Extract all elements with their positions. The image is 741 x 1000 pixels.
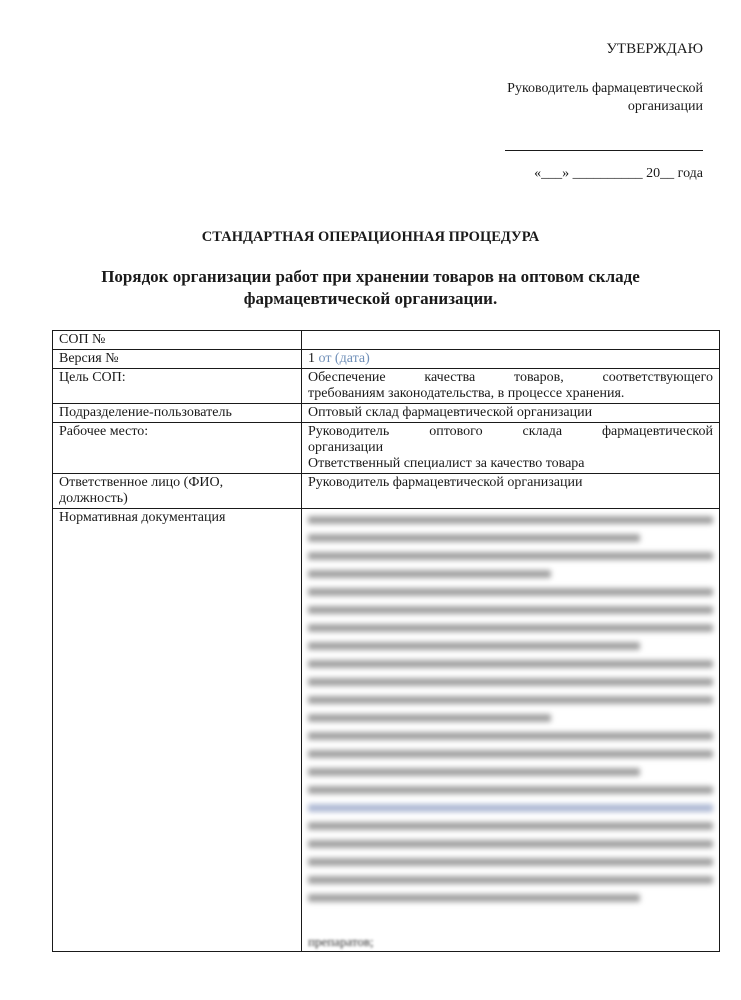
workplace-line3: Ответственный специалист за качество товара xyxy=(308,456,585,471)
workplace-label: Рабочее место: xyxy=(53,423,302,474)
workplace-cell xyxy=(302,423,720,474)
approval-heading: УТВЕРЖДАЮ xyxy=(606,41,703,57)
workplace-line2: организации xyxy=(308,440,384,455)
goal-label: Цель СОП: xyxy=(53,369,302,404)
document-subtitle: Порядок организации работ при хранении товаров на оптовом складе фармацевтической организации. xyxy=(101,267,640,308)
goal-line1: Обеспечение качества товаров, соответствующего xyxy=(308,370,713,385)
table-row xyxy=(53,474,720,509)
document-title: СТАНДАРТНАЯ ОПЕРАЦИОННАЯ ПРОЦЕДУРА xyxy=(201,229,540,245)
approval-block xyxy=(403,40,703,183)
division-value: Оптовый склад фармацевтической организации xyxy=(302,404,720,423)
goal-line2: требованиям законодательства, в процессе хранения. xyxy=(308,386,625,401)
table-row xyxy=(53,369,720,404)
responsible-value: Руководитель фармацевтической организации xyxy=(302,474,720,509)
table-row xyxy=(53,509,720,952)
workplace-line1: Руководитель оптового склада фармацевтической xyxy=(308,424,713,439)
version-label: Версия № xyxy=(53,350,302,369)
normative-trailing-text: препаратов; xyxy=(308,934,374,949)
table-row xyxy=(53,404,720,423)
version-value: 1 xyxy=(308,351,315,366)
version-cell xyxy=(302,350,720,369)
version-date: от (дата) xyxy=(318,351,370,366)
table-row xyxy=(53,423,720,474)
sop-number-value xyxy=(302,331,720,350)
approval-position-line2: организации xyxy=(627,99,703,114)
normative-cell xyxy=(302,509,720,952)
goal-cell xyxy=(302,369,720,404)
table-row xyxy=(53,350,720,369)
signature-line xyxy=(505,142,703,151)
normative-label: Нормативная документация xyxy=(53,509,302,952)
approval-date: «___» __________ 20__ года xyxy=(534,166,703,181)
blurred-normative-text xyxy=(308,510,713,938)
division-label: Подразделение-пользователь xyxy=(53,404,302,423)
sop-table xyxy=(52,330,720,952)
responsible-label: Ответственное лицо (ФИО, должность) xyxy=(53,474,302,509)
table-row xyxy=(53,331,720,350)
approval-position-line1: Руководитель фармацевтической xyxy=(507,81,703,96)
sop-number-label: СОП № xyxy=(53,331,302,350)
